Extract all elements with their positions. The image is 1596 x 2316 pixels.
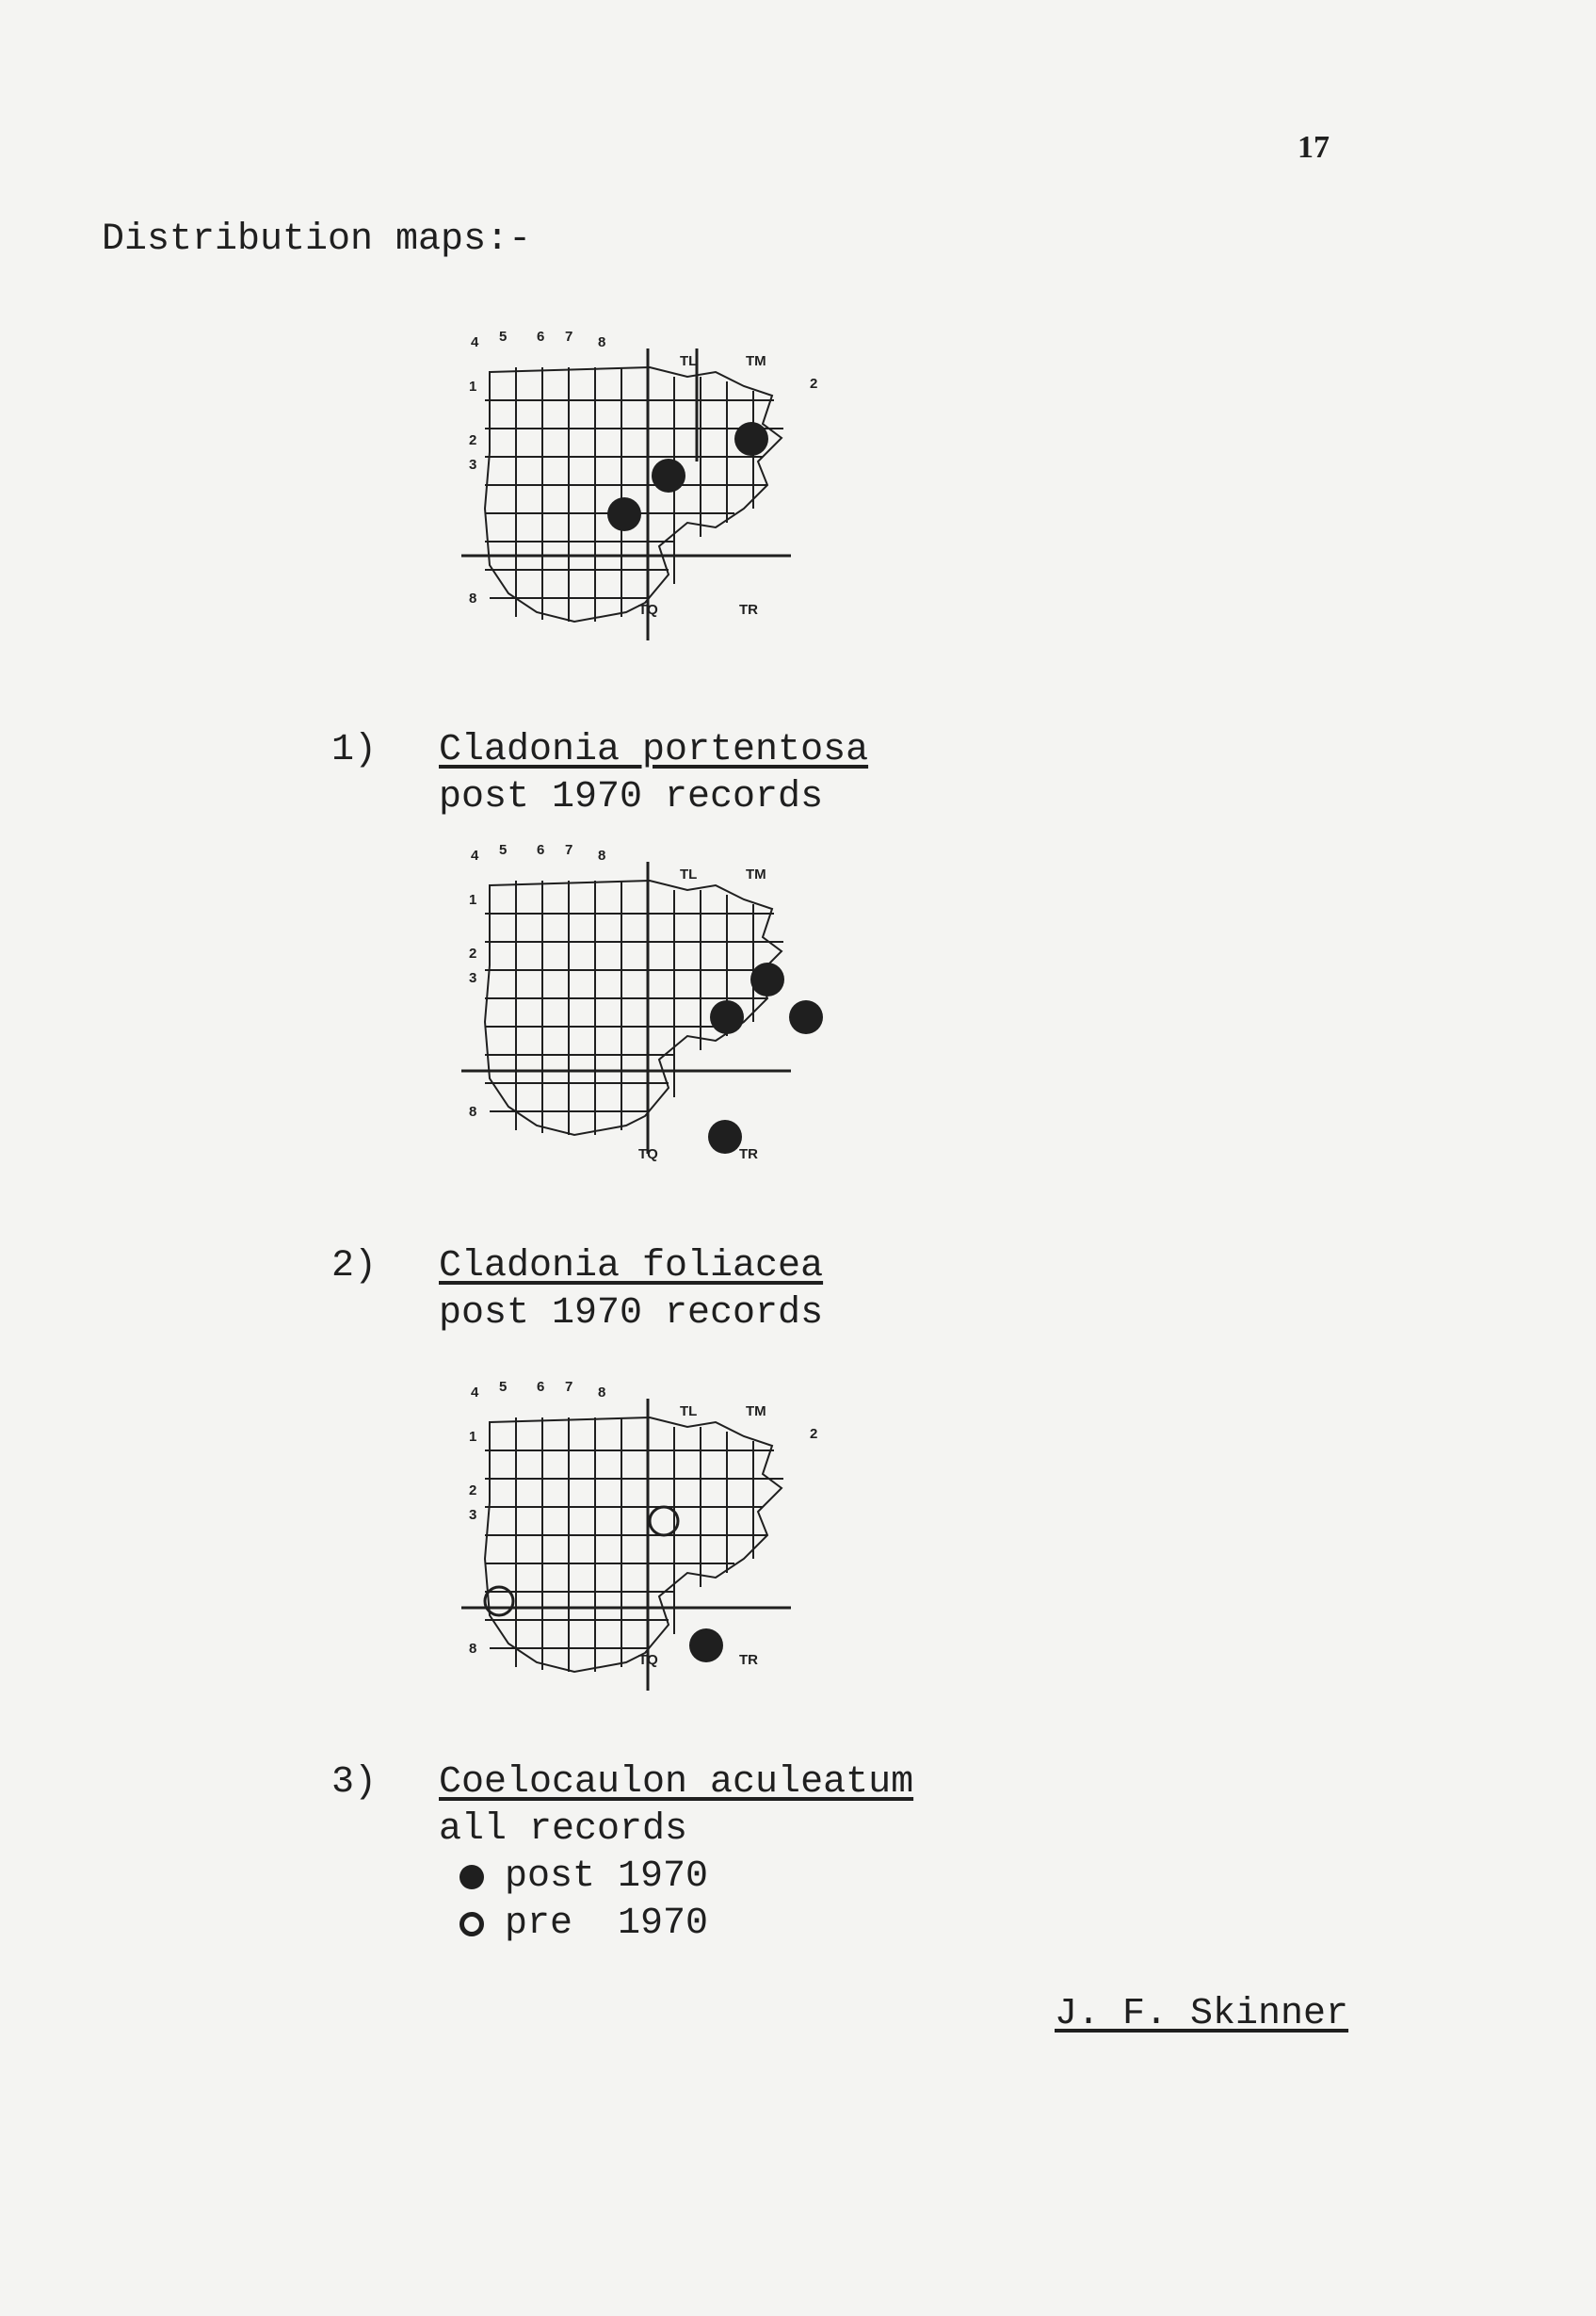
map-1-col-5: 5 — [499, 329, 508, 345]
map-2-svg — [433, 834, 923, 1191]
legend-pre-label: pre 1970 — [505, 1903, 709, 1945]
map-3-row-2: 2 — [469, 1482, 477, 1498]
author-signature: J. F. Skinner — [1055, 1993, 1349, 2035]
map-3-col-4: 4 — [471, 1385, 479, 1401]
map-3-number: 3) — [331, 1761, 378, 1804]
map-3-col-6: 6 — [537, 1379, 545, 1395]
map-2-tm: TM — [746, 866, 766, 883]
map-1-record-dot — [734, 422, 768, 456]
map-3-legend — [459, 1854, 708, 1948]
map-2-col-7: 7 — [565, 842, 573, 858]
map-2-row-3: 3 — [469, 970, 477, 986]
map-3-tr: TR — [739, 1652, 758, 1668]
map-1-col-4: 4 — [471, 334, 479, 350]
map-3-row-3: 3 — [469, 1507, 477, 1523]
map-2-species: Cladonia foliacea — [439, 1245, 824, 1288]
map-1-tm-2: 2 — [810, 376, 818, 392]
page-number: 17 — [1298, 130, 1330, 165]
legend-post-row — [459, 1854, 708, 1901]
map-3-records: all records — [439, 1808, 688, 1851]
map-1-record-dot — [652, 459, 685, 493]
map-1-tq: TQ — [638, 602, 658, 618]
map-1-col-6: 6 — [537, 329, 545, 345]
map-1-record-dot — [607, 497, 641, 531]
map-3-row-1: 1 — [469, 1429, 477, 1445]
map-1-row-1: 1 — [469, 379, 477, 395]
map-1-records: post 1970 records — [439, 776, 824, 818]
map-1-tr: TR — [739, 602, 758, 618]
map-3-row-8: 8 — [469, 1641, 477, 1657]
map-2-tr: TR — [739, 1146, 758, 1162]
map-3-col-8: 8 — [598, 1385, 606, 1401]
map-3-col-5: 5 — [499, 1379, 508, 1395]
distribution-map-2 — [433, 834, 923, 1191]
map-2-tq: TQ — [638, 1146, 658, 1162]
map-1-col-7: 7 — [565, 329, 573, 345]
map-3-tm: TM — [746, 1403, 766, 1419]
open-circle-icon — [459, 1912, 484, 1936]
map-1-tl: TL — [680, 353, 698, 369]
map-2-record-dot — [710, 1000, 744, 1034]
map-2-col-8: 8 — [598, 848, 606, 864]
map-2-row-8: 8 — [469, 1104, 477, 1120]
map-3-svg — [433, 1370, 923, 1728]
distribution-map-1 — [433, 320, 923, 678]
map-3-species: Coelocaulon aculeatum — [439, 1761, 914, 1804]
map-2-record-dot — [789, 1000, 823, 1034]
map-3-tq: TQ — [638, 1652, 658, 1668]
map-1-row-2: 2 — [469, 432, 477, 448]
map-2-record-dot — [708, 1120, 742, 1154]
legend-pre-row — [459, 1901, 708, 1948]
map-2-number: 2) — [331, 1245, 378, 1288]
filled-circle-icon — [459, 1865, 484, 1889]
map-1-svg — [433, 320, 923, 678]
map-3-post-record-dot — [689, 1628, 723, 1662]
legend-post-label: post 1970 — [505, 1855, 709, 1898]
map-1-tm: TM — [746, 353, 766, 369]
map-2-col-5: 5 — [499, 842, 508, 858]
map-1-species: Cladonia portentosa — [439, 729, 869, 771]
map-1-row-8: 8 — [469, 591, 477, 607]
map-1-number: 1) — [331, 729, 378, 771]
section-heading: Distribution maps:- — [102, 219, 532, 261]
map-2-col-6: 6 — [537, 842, 545, 858]
map-1-grid — [461, 348, 791, 640]
map-2-row-2: 2 — [469, 946, 477, 962]
map-3-col-7: 7 — [565, 1379, 573, 1395]
map-3-tl: TL — [680, 1403, 698, 1419]
map-1-col-8: 8 — [598, 334, 606, 350]
map-2-tl: TL — [680, 866, 698, 883]
map-3-tm-2: 2 — [810, 1426, 818, 1442]
map-2-row-1: 1 — [469, 892, 477, 908]
map-2-records: post 1970 records — [439, 1292, 824, 1335]
map-2-col-4: 4 — [471, 848, 479, 864]
map-1-row-3: 3 — [469, 457, 477, 473]
map-2-record-dot — [750, 963, 784, 996]
distribution-map-3 — [433, 1370, 923, 1728]
